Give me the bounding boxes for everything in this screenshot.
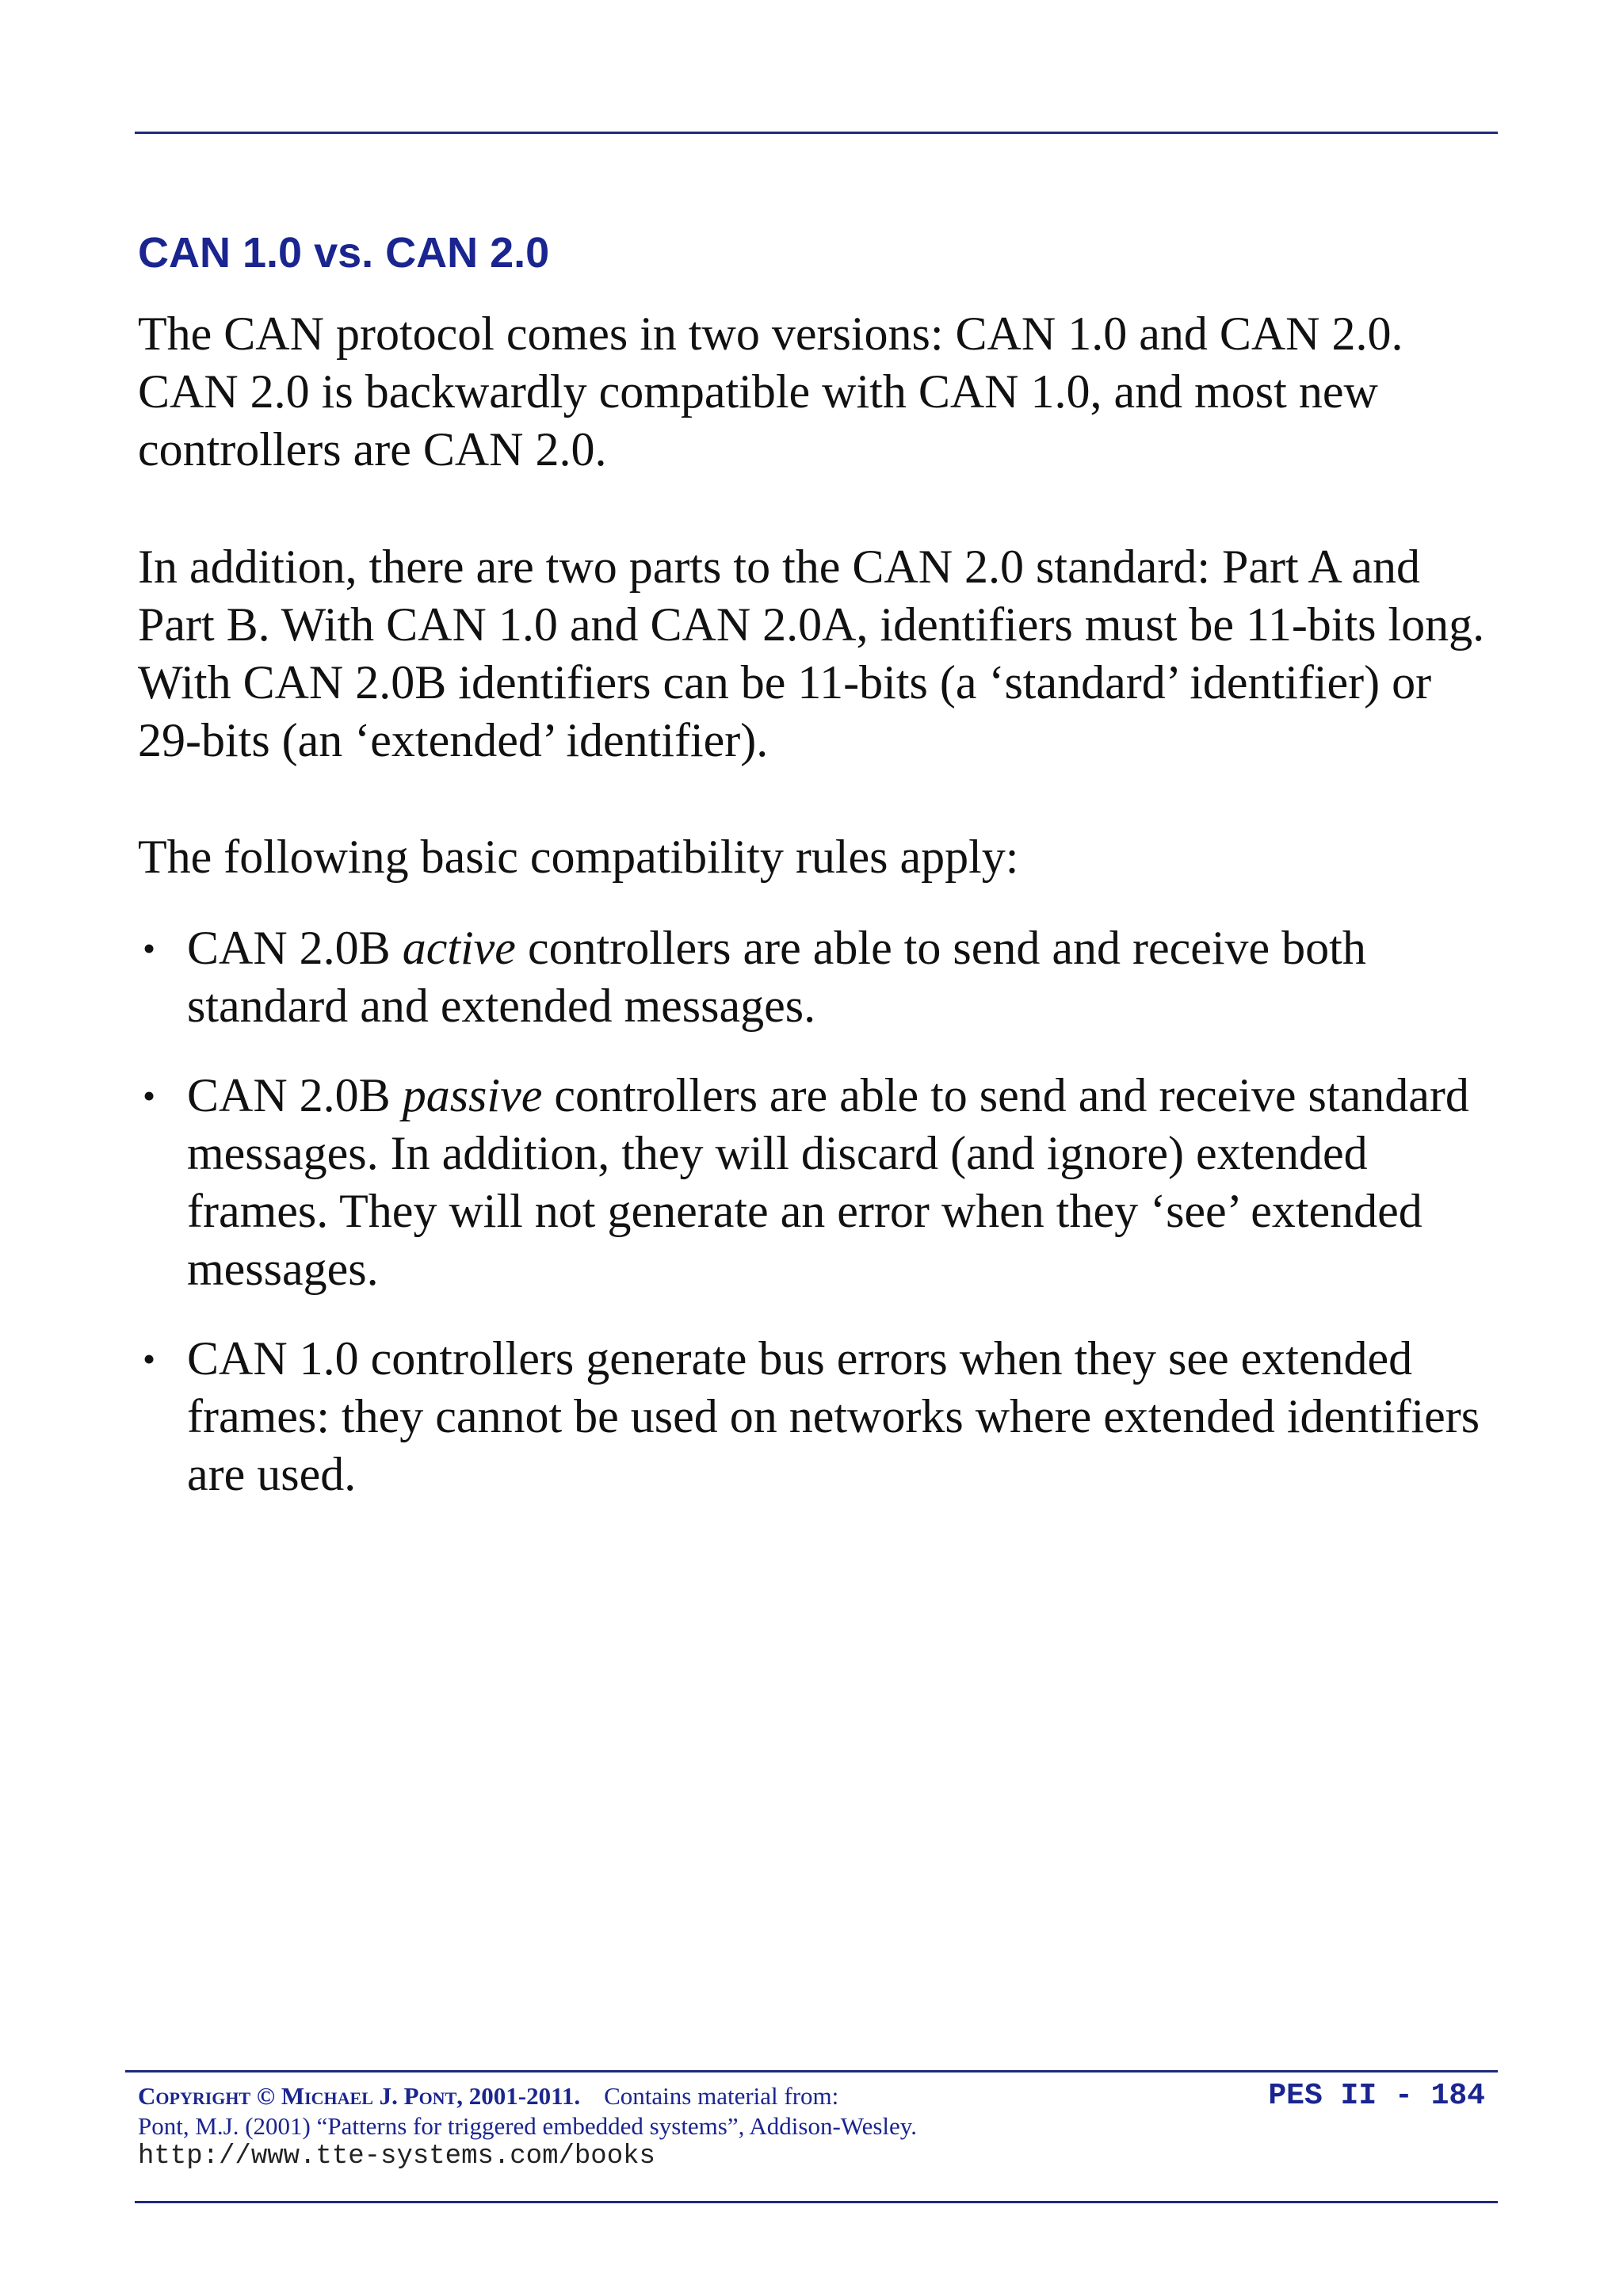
list-item-passive	[138, 1067, 1485, 1298]
page-number: PES II - 184	[1268, 2079, 1485, 2113]
bullet-text-post: controllers are able to send and receive standard messages. In addition, they will discard (and ignore) extended frames. They will not generate an error when they ‘see’ extended messages.	[187, 1069, 1469, 1295]
top-divider	[135, 132, 1498, 134]
bullet-text-post: controllers are able to send and receive both standard and extended messages.	[187, 922, 1366, 1032]
page-footer	[138, 2081, 1485, 2172]
page-title: CAN 1.0 vs. CAN 2.0	[138, 229, 550, 277]
footer-contains-text: Contains material from:	[604, 2082, 839, 2110]
bullet-text-pre: CAN 2.0B	[187, 922, 403, 974]
compatibility-rules-list	[138, 919, 1485, 1535]
bullet-text-emphasis: active	[402, 922, 516, 974]
bullet-icon: •	[143, 1339, 156, 1379]
paragraph-versions: The CAN protocol comes in two versions: CAN 1.0 and CAN 2.0. CAN 2.0 is backwardly compatible with CAN 1.0, and most new controllers are CAN 2.0.	[138, 308, 1403, 476]
paragraph-parts: In addition, there are two parts to the CAN 2.0 standard: Part A and Part B. With CAN 1.0 and CAN 2.0A, identifiers must be 11-bits long. With CAN 2.0B identifiers can be 11-bits (a ‘standard’ identifier) or 29-bits (an ‘extended’ identifier).	[138, 541, 1485, 766]
footer-top-divider	[125, 2070, 1498, 2073]
list-item-can10	[138, 1330, 1485, 1503]
copyright-notice: Copyright © Michael J. Pont, 2001-2011.	[138, 2082, 581, 2110]
list-item-active	[138, 919, 1485, 1035]
bullet-icon: •	[143, 1075, 156, 1116]
bullet-icon: •	[143, 928, 156, 968]
footer-bottom-divider	[135, 2201, 1498, 2203]
bullet-text: CAN 1.0 controllers generate bus errors when they see extended frames: they cannot be used on networks where extended identifiers are used.	[187, 1332, 1480, 1500]
footer-url: http://www.tte-systems.com/books	[138, 2141, 655, 2172]
bullet-text-pre: CAN 2.0B	[187, 1069, 403, 1121]
paragraph-rules-intro: The following basic compatibility rules apply:	[138, 831, 1019, 883]
bullet-text-emphasis: passive	[402, 1069, 543, 1121]
footer-citation: Pont, M.J. (2001) “Patterns for triggered embedded systems”, Addison-Wesley.	[138, 2112, 918, 2140]
